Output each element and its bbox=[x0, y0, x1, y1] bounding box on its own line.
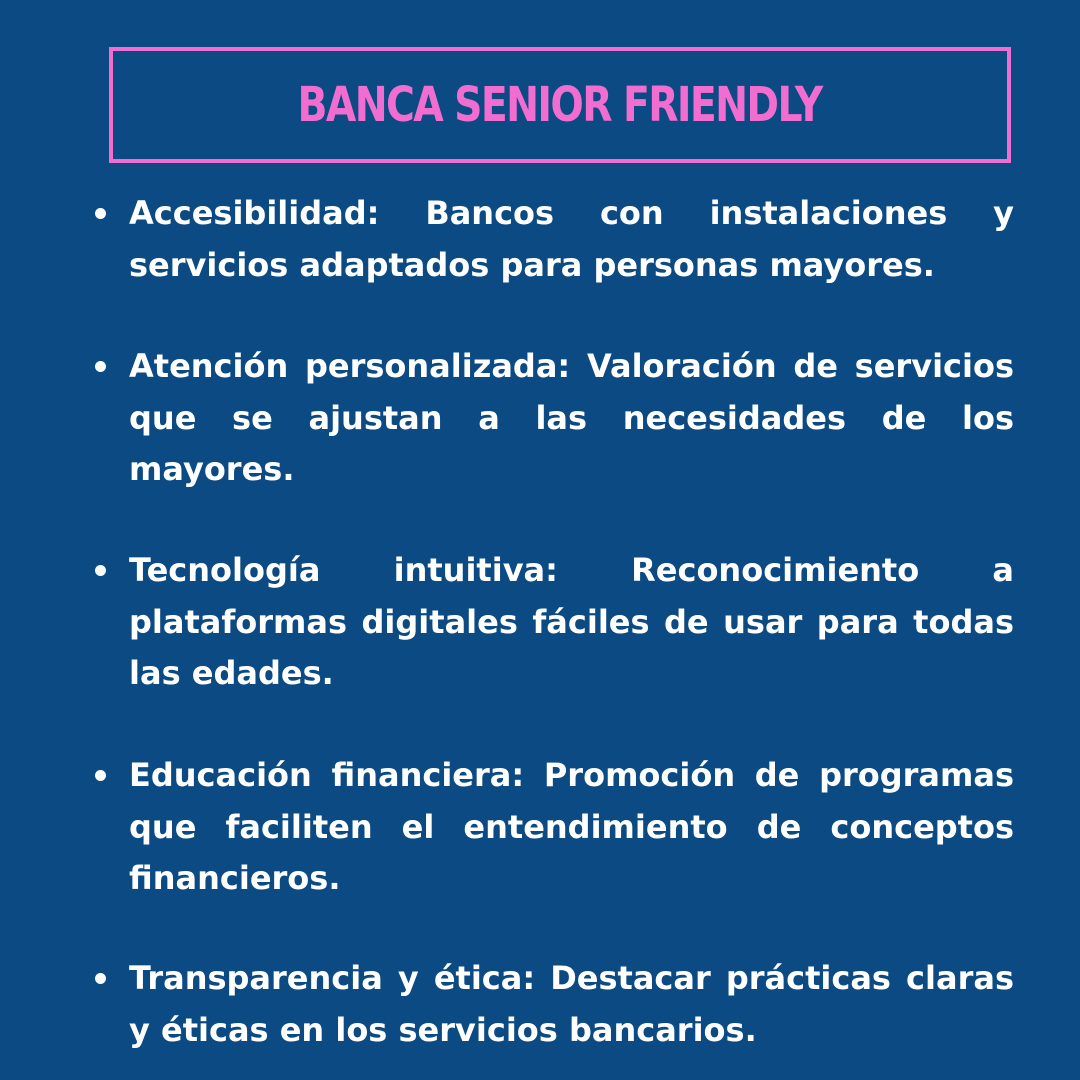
bullet-dot-icon bbox=[95, 565, 106, 576]
page-title: BANCA SENIOR FRIENDLY bbox=[297, 77, 823, 133]
list-item-text: Accesibilidad: Bancos con instalaciones y servicios adaptados para personas mayores. bbox=[129, 194, 1014, 284]
list-item bbox=[129, 545, 1014, 700]
bullet-dot-icon bbox=[95, 361, 106, 372]
bullet-dot-icon bbox=[95, 770, 106, 781]
list-item bbox=[129, 341, 1014, 496]
list-item bbox=[129, 953, 1014, 1056]
bullet-dot-icon bbox=[95, 973, 106, 984]
list-item bbox=[129, 750, 1014, 905]
list-item bbox=[129, 188, 1014, 291]
list-item-text: Atención personalizada: Valoración de servicios que se ajustan a las necesidades de los mayores. bbox=[129, 347, 1014, 488]
list-item-text: Tecnología intuitiva: Reconocimiento a plataformas digitales fáciles de usar para todas las edades. bbox=[129, 551, 1014, 692]
bullet-dot-icon bbox=[95, 208, 106, 219]
list-item-text: Educación financiera: Promoción de programas que faciliten el entendimiento de conceptos financieros. bbox=[129, 756, 1014, 897]
list-item-text: Transparencia y ética: Destacar prácticas claras y éticas en los servicios bancarios. bbox=[129, 959, 1014, 1049]
